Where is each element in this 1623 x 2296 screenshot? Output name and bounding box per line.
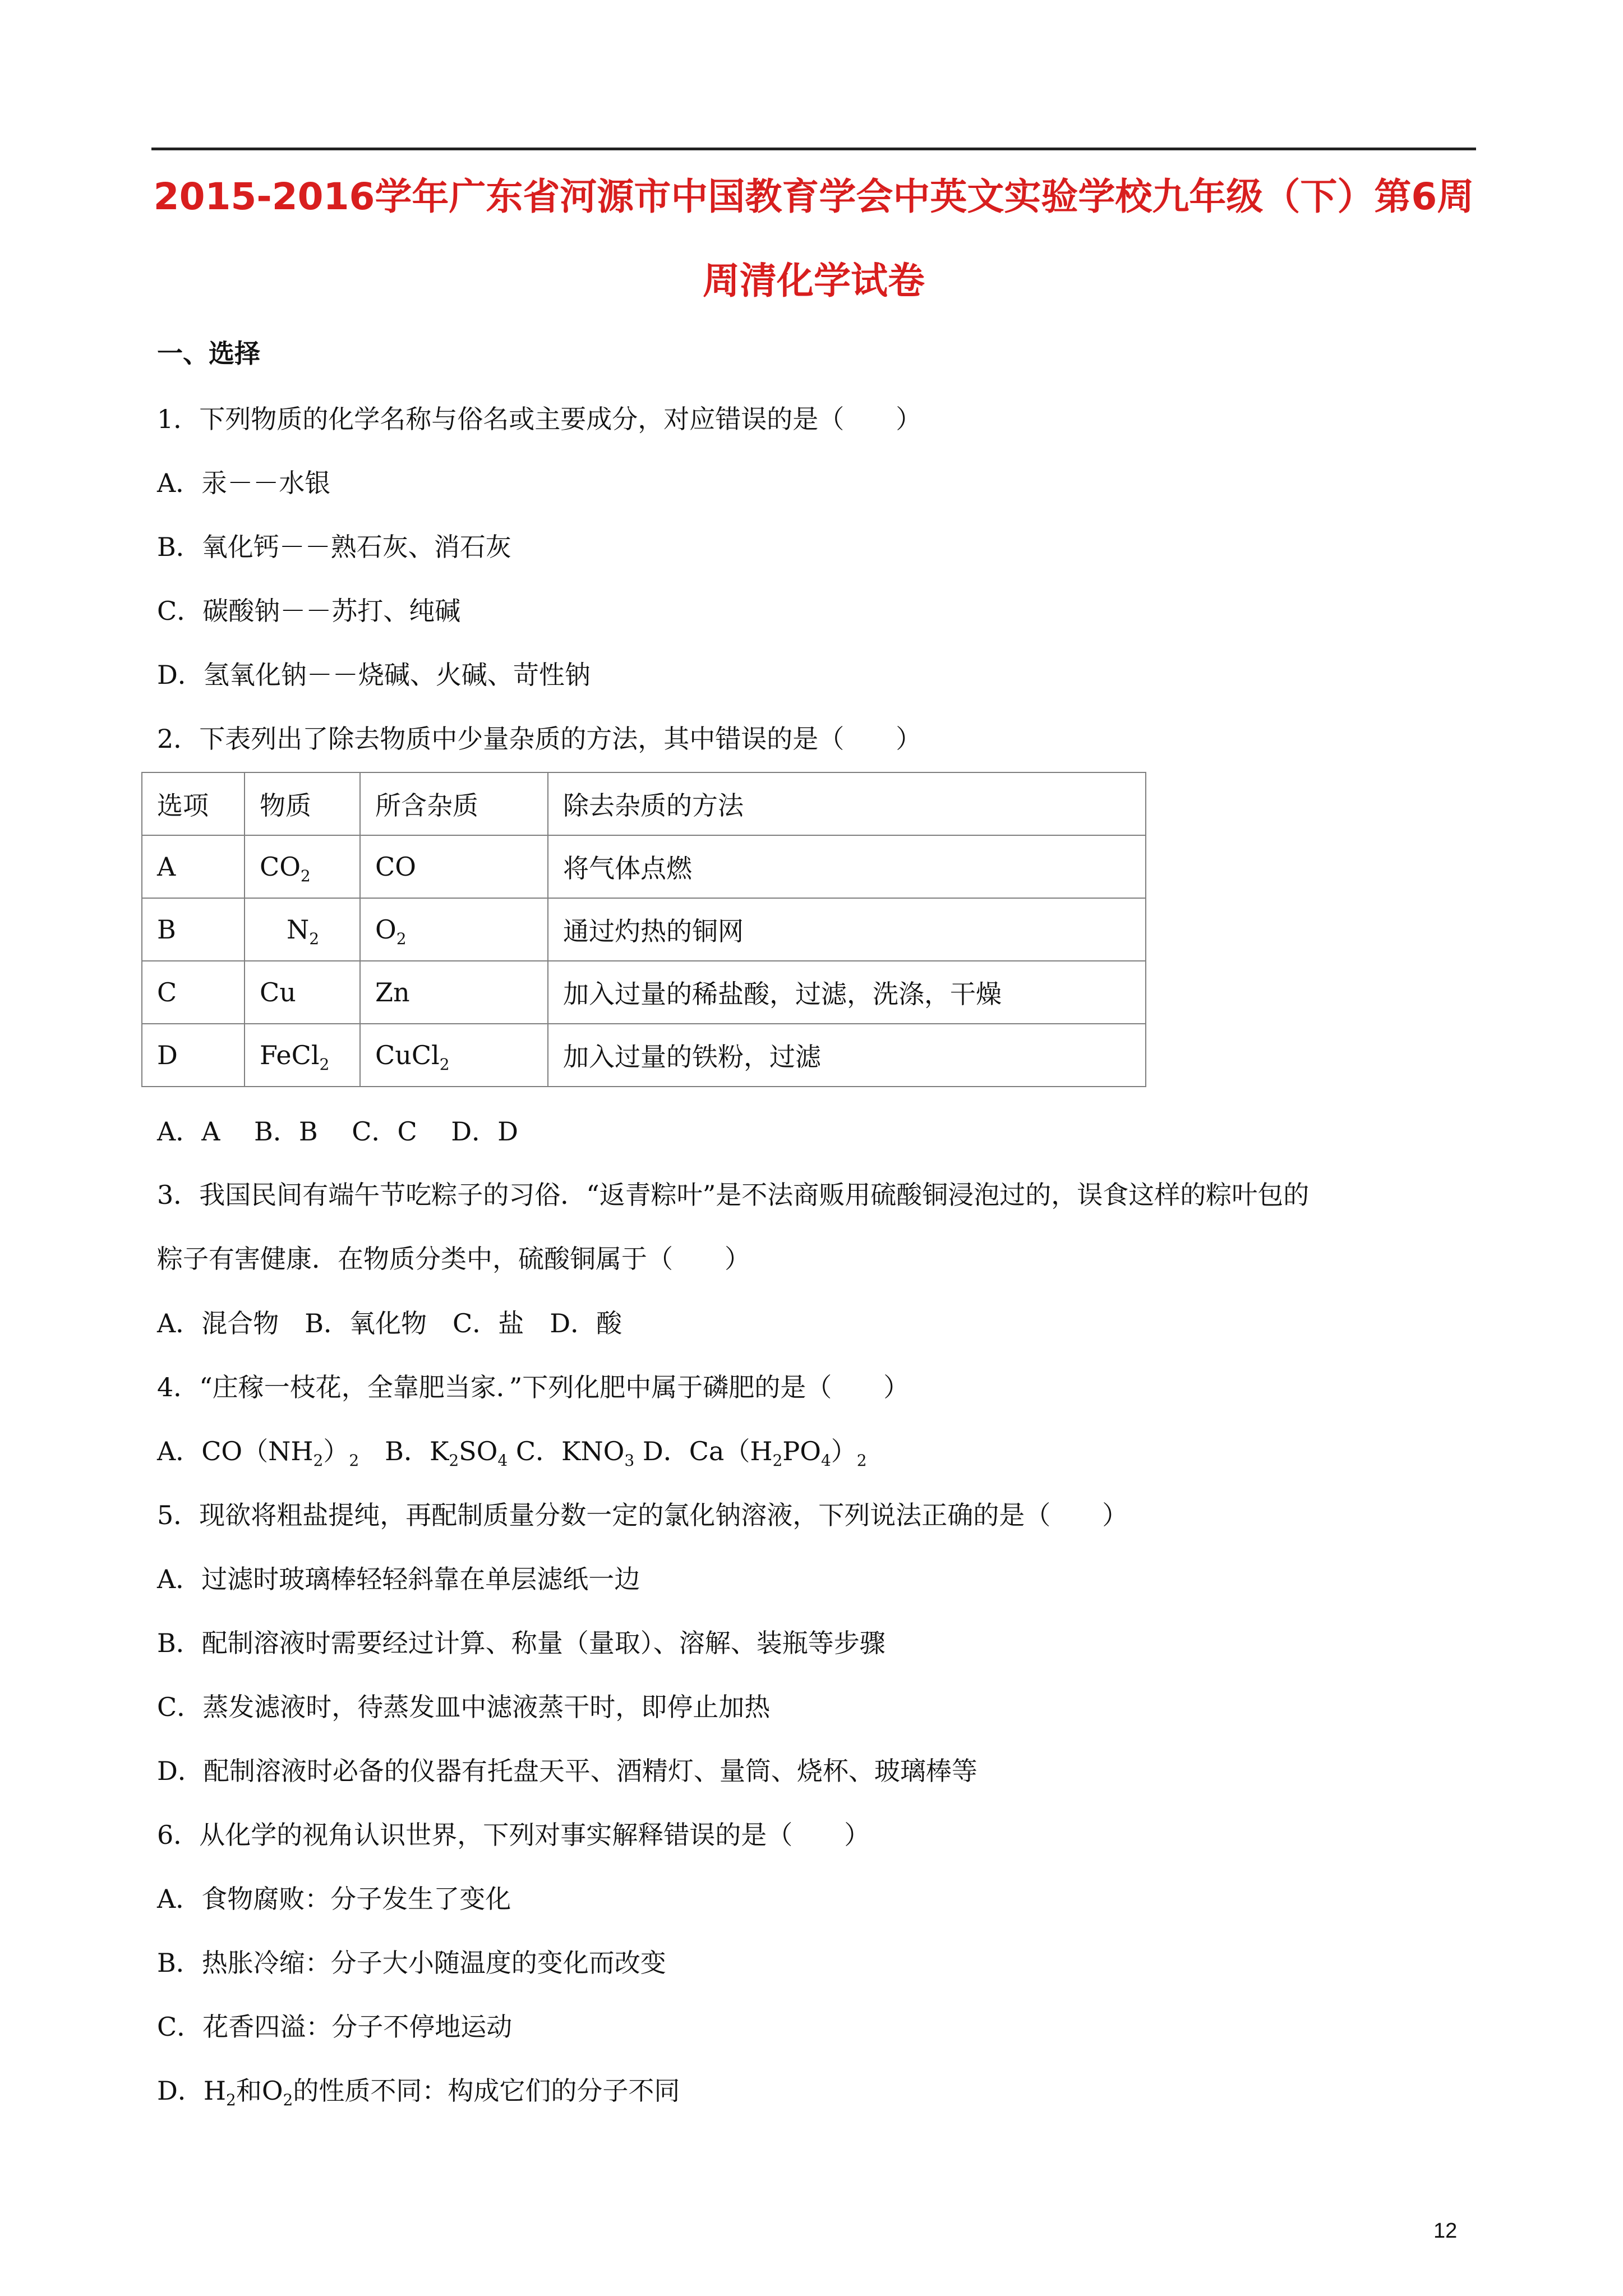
cell-option: D (142, 1024, 245, 1087)
question-5-option-a: A．过滤时玻璃棒轻轻斜靠在单层滤纸一边 (157, 1564, 640, 1594)
table-row (142, 835, 1146, 898)
header-cell-impurity: 所含杂质 (360, 772, 548, 835)
cell-option: C (142, 961, 245, 1024)
question-6-option-d: D．$H_2$和$O_2$的性质不同：构成它们的分子不同 (157, 2076, 680, 2109)
cell-method: 加入过量的铁粉，过滤 (548, 1024, 1146, 1087)
table-header-row (142, 772, 1146, 835)
header-cell-method: 除去杂质的方法 (548, 772, 1146, 835)
cell-substance: $CO_2$ (245, 835, 360, 898)
question-3-options: A．混合物 B．氧化物 C．盐 D．酸 (157, 1308, 623, 1338)
table-row (142, 1024, 1146, 1087)
paper-title-line-1: 2015-2016学年广东省河源市中国教育学会中英文实验学校九年级（下）第6周 (153, 175, 1474, 218)
question-4-options: A．$CO(NH_2)_2$ B．$K_2SO_4$ C．$KNO_3$ D．$Ca(H_2PO_4)_2$ (157, 1436, 867, 1470)
page-number: 12 (1433, 2219, 1458, 2243)
question-1-option-d: D．氢氧化钠－－烧碱、火碱、苛性钠 (157, 660, 591, 690)
cell-impurity: CuCl$_2$ (360, 1024, 548, 1087)
question-4-stem: 4．“庄稼一枝花，全靠肥当家．”下列化肥中属于磷肥的是（ ） (157, 1372, 910, 1402)
cell-method: 将气体点燃 (548, 835, 1146, 898)
question-3-stem-line-1: 3．我国民间有端午节吃粽子的习俗．“返青粽叶”是不法商贩用硫酸铜浸泡过的，误食这样的粽叶包的 (157, 1180, 1310, 1210)
section-heading: 一、选择 (157, 338, 260, 369)
cell-substance: $N_2$ (245, 898, 360, 961)
question-2-stem: 2．下表列出了除去物质中少量杂质的方法，其中错误的是（ ） (157, 724, 922, 754)
question-6-option-a: A．食物腐败：分子发生了变化 (157, 1884, 511, 1914)
question-6-option-c: C．花香四溢：分子不停地运动 (157, 2012, 513, 2042)
cell-impurity: CO (360, 835, 548, 898)
cell-option: A (142, 835, 245, 898)
header-rule (151, 148, 1476, 150)
cell-substance: Cu (245, 961, 360, 1024)
question-5-option-b: B．配制溶液时需要经过计算、称量（量取）、溶解、装瓶等步骤 (157, 1628, 886, 1658)
header-cell-substance: 物质 (245, 772, 360, 835)
cell-substance: FeCl$_2$ (245, 1024, 360, 1087)
question-2-options: A．A B．B C．C D．D (157, 1116, 519, 1147)
question-3-stem-line-2: 粽子有害健康．在物质分类中，硫酸铜属于（ ） (157, 1244, 750, 1274)
question-5-option-d: D．配制溶液时必备的仪器有托盘天平、酒精灯、量筒、烧杯、玻璃棒等 (157, 1756, 978, 1786)
question-5-stem: 5．现欲将粗盐提纯，再配制质量分数一定的氯化钠溶液，下列说法正确的是（ ） (157, 1500, 1128, 1530)
table-row (142, 961, 1146, 1024)
impurity-removal-table (141, 772, 1146, 1087)
cell-impurity: Zn (360, 961, 548, 1024)
question-1-option-b: B．氧化钙－－熟石灰、消石灰 (157, 532, 511, 562)
question-6-stem: 6．从化学的视角认识世界，下列对事实解释错误的是（ ） (157, 1820, 870, 1850)
question-1-option-a: A．汞－－水银 (157, 468, 331, 498)
cell-option: B (142, 898, 245, 961)
question-1-option-c: C．碳酸钠－－苏打、纯碱 (157, 596, 461, 626)
question-5-option-c: C．蒸发滤液时，待蒸发皿中滤液蒸干时，即停止加热 (157, 1692, 771, 1722)
paper-title-line-2: 周清化学试卷 (703, 259, 925, 302)
cell-method: 通过灼热的铜网 (548, 898, 1146, 961)
question-6-option-b: B．热胀冷缩：分子大小随温度的变化而改变 (157, 1948, 666, 1978)
question-1-stem: 1．下列物质的化学名称与俗名或主要成分，对应错误的是（ ） (157, 404, 922, 434)
header-cell-option: 选项 (142, 772, 245, 835)
table-row (142, 898, 1146, 961)
cell-impurity: $O_2$ (360, 898, 548, 961)
cell-method: 加入过量的稀盐酸，过滤，洗涤，干燥 (548, 961, 1146, 1024)
